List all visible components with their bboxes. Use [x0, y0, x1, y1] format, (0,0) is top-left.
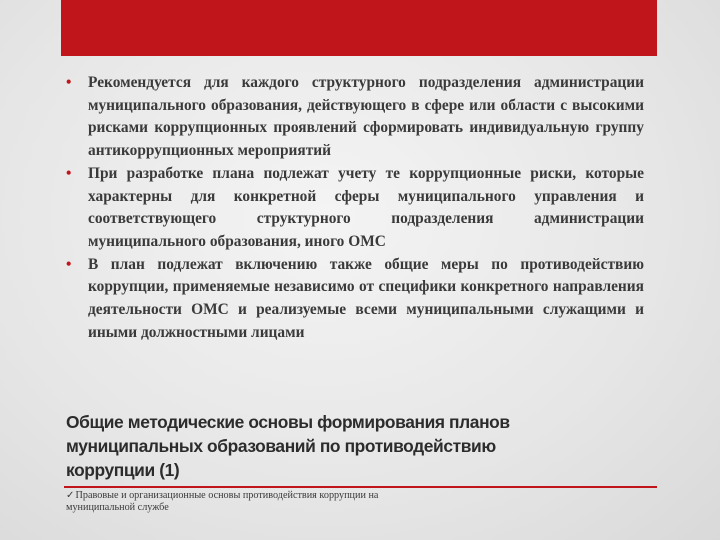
bullet-item-2 [66, 163, 644, 254]
bullet-dot-icon: • [66, 74, 72, 91]
bullet-text: При разработке плана подлежат учету те коррупционные риски, которые характерны для конкретной сферы муниципального управления и соответствующего структурного подразделения администрации муниципального образования, иного ОМС [88, 164, 644, 250]
subtitle-text: Правовые и организационные основы противодействия коррупции на муниципальной службе [66, 490, 379, 513]
bullet-item-1 [66, 72, 644, 163]
bullet-dot-icon: • [66, 164, 72, 182]
slide-title: Общие методические основы формирования планов муниципальных образований по противодействию коррупции (1) [66, 412, 510, 480]
bullet-text: В план подлежат включению также общие меры по противодействию коррупции, применяемые независимо от специфики конкретного направления деятельности ОМС и реализуемые всеми муниципальными служащими и иными должностными лицами [88, 255, 644, 341]
bullet-item-3 [66, 254, 644, 345]
bullet-list [66, 72, 644, 344]
bullet-text: Рекомендуется для каждого структурного подразделения администрации муниципального образования, действующего в сфере или области с высокими рисками коррупционных проявлений сформировать индивидуальную группу антикоррупционных мероприятий [88, 74, 644, 160]
checkmark-icon: ✓ [66, 490, 75, 501]
title-divider [64, 486, 657, 488]
top-red-banner [61, 0, 657, 56]
slide-subtitle [66, 490, 426, 514]
bullet-dot-icon: • [66, 255, 72, 273]
